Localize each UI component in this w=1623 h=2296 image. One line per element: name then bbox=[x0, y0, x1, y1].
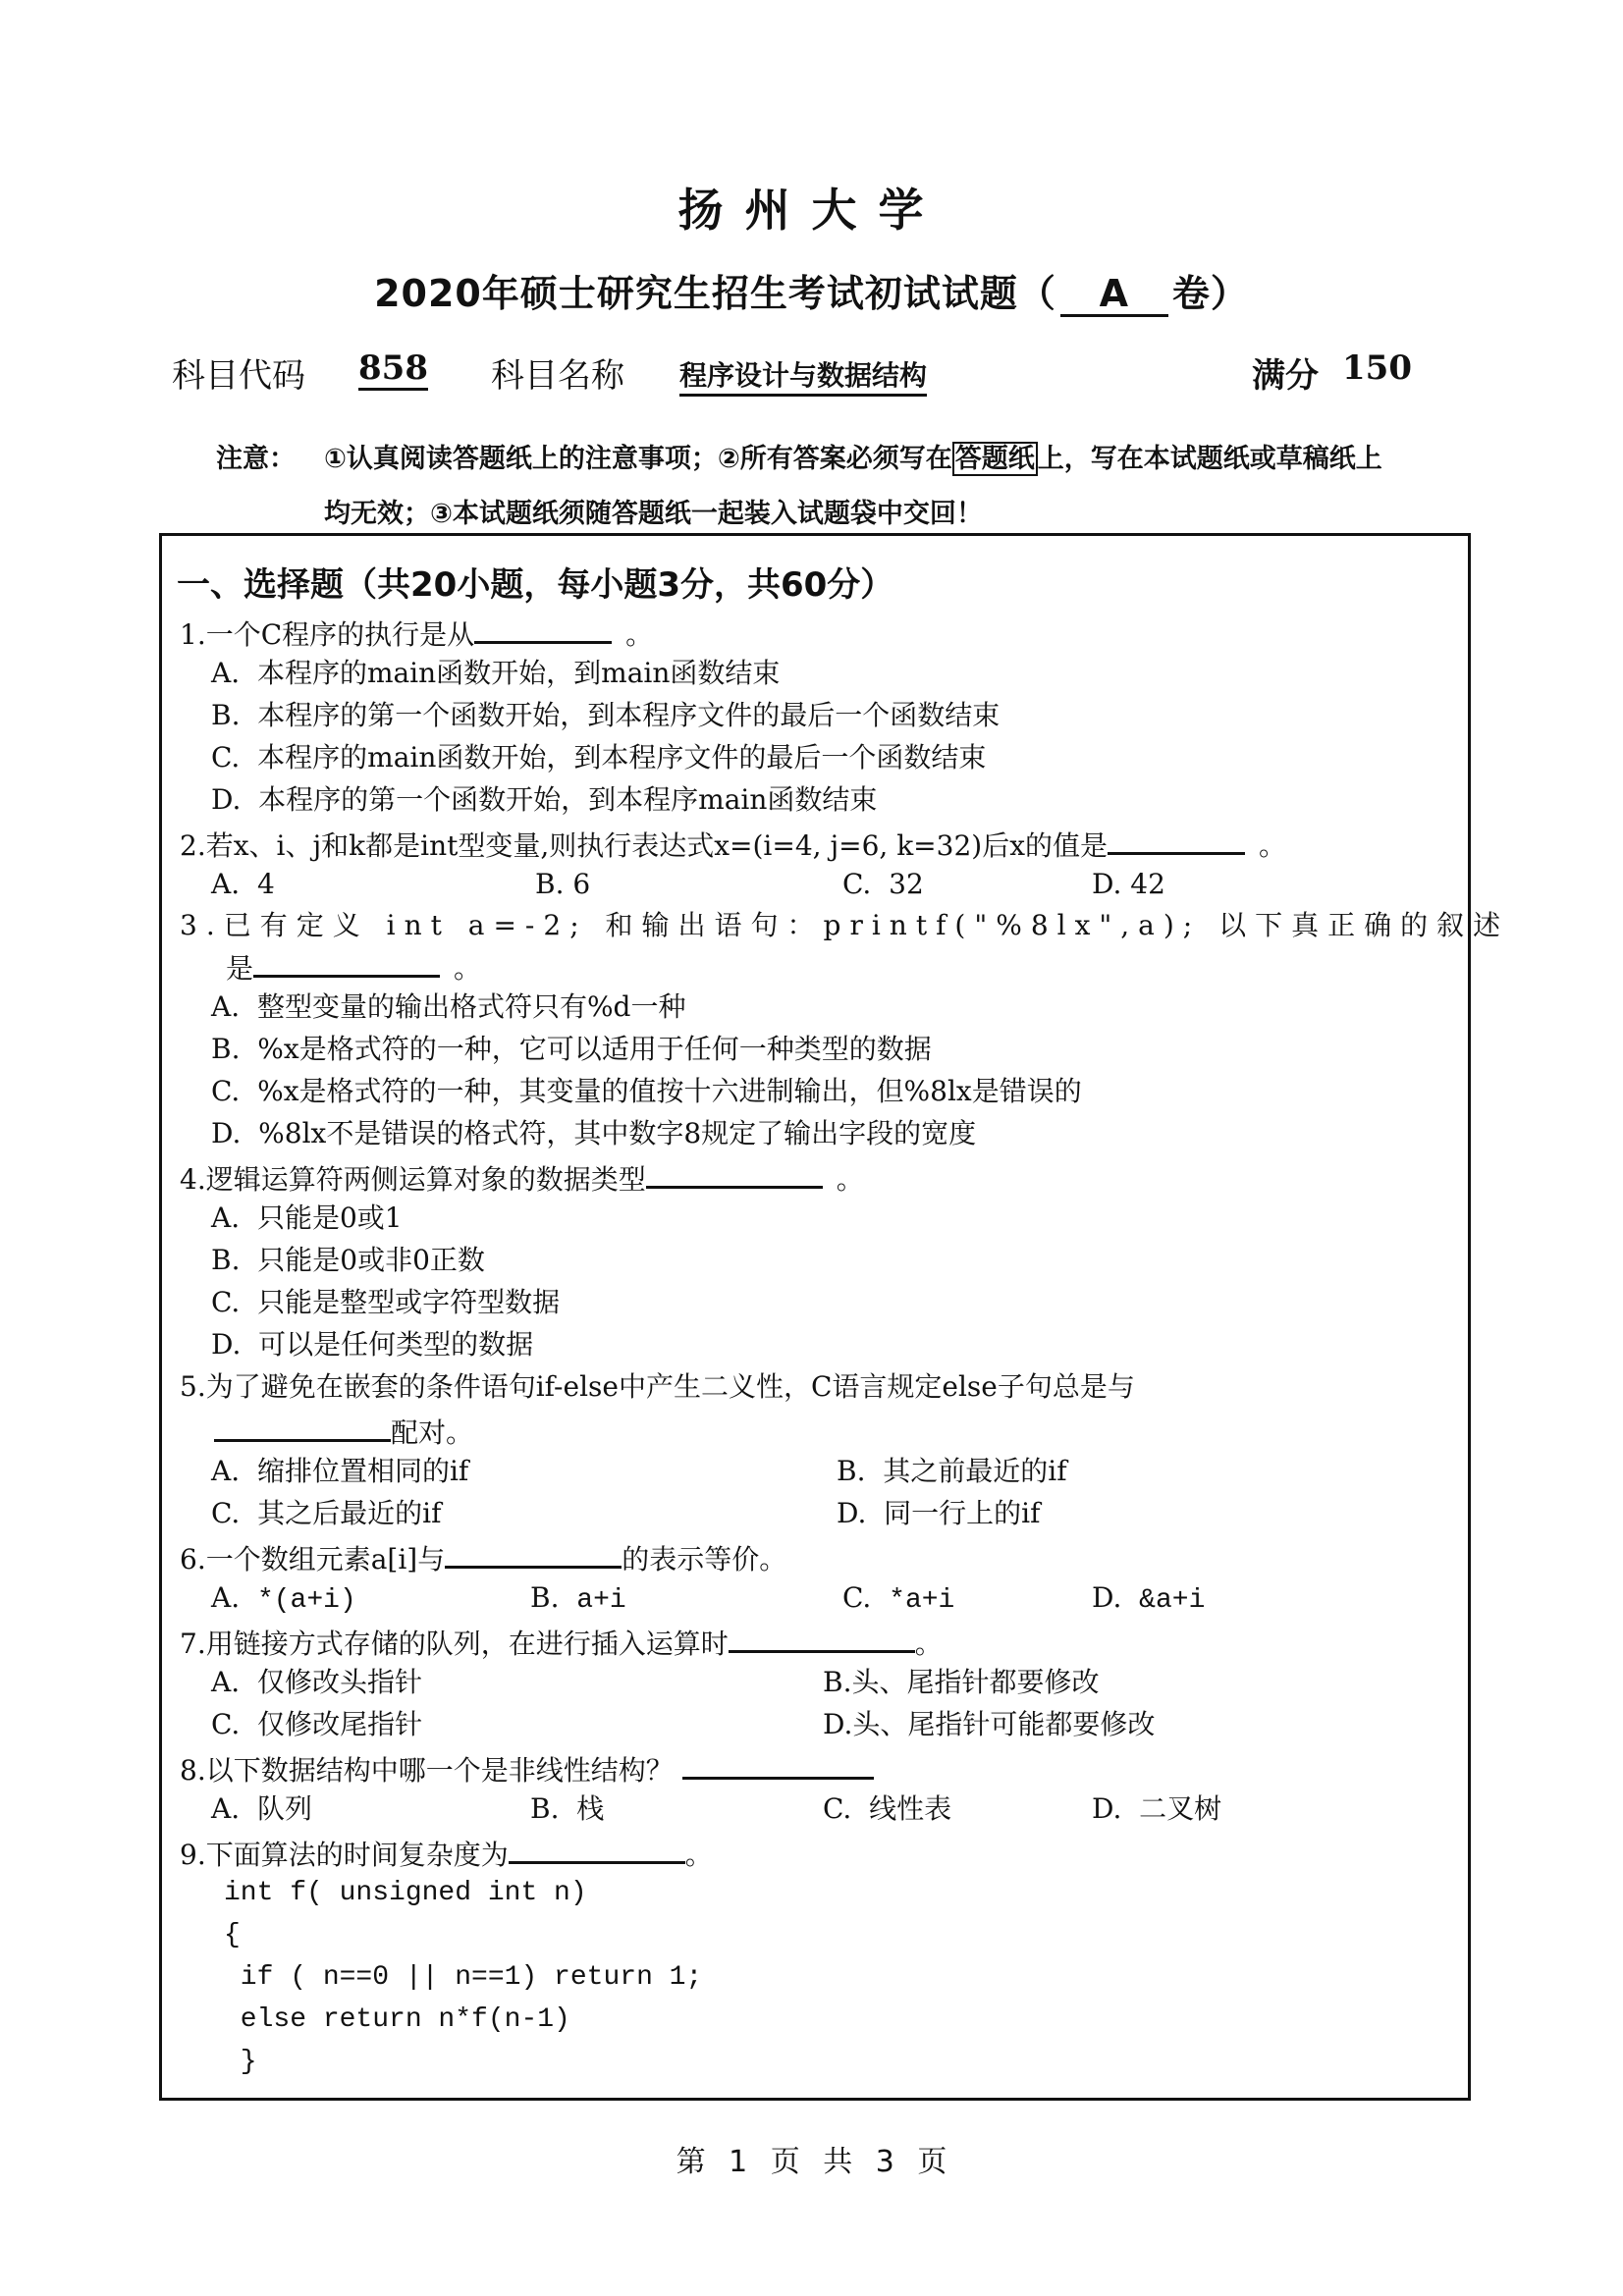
option-text: 其之后最近的if bbox=[257, 1497, 442, 1529]
question-end: 的表示等价。 bbox=[622, 1543, 787, 1575]
option-text: %8lx不是错误的格式符，其中数字8规定了输出字段的宽度 bbox=[258, 1117, 977, 1149]
option-label: C. bbox=[823, 1792, 852, 1825]
question-text: 一个数组元素a[i]与 bbox=[205, 1543, 446, 1575]
question-number: 3. bbox=[180, 909, 224, 941]
exam-title-suffix: 卷） bbox=[1171, 272, 1249, 315]
question-8-stem bbox=[180, 1747, 874, 1790]
exam-title-prefix: 2020年硕士研究生招生考试初试试题（ bbox=[374, 272, 1056, 315]
question-3-option-a bbox=[211, 988, 685, 1027]
question-text: 若x、i、j和k都是int型变量,则执行表达式x=(i=4, j=6, k=32)后x的值是 bbox=[205, 829, 1108, 862]
option-text: 只能是0或非0正数 bbox=[257, 1244, 485, 1276]
notice-label: 注意： bbox=[216, 444, 296, 474]
question-6-option-c bbox=[842, 1578, 954, 1621]
question-number: 1. bbox=[180, 618, 206, 651]
option-label: C. bbox=[211, 1075, 241, 1107]
option-text: %x是格式符的一种，其变量的值按十六进制输出，但%8lx是错误的 bbox=[257, 1075, 1082, 1107]
section-title: 一、选择题（共20小题，每小题3分，共60分） bbox=[177, 565, 894, 605]
option-text: 线性表 bbox=[869, 1792, 952, 1825]
option-label: D. bbox=[837, 1497, 867, 1529]
question-4-option-c bbox=[211, 1283, 560, 1322]
question-3-stem bbox=[180, 906, 1509, 945]
question-5-option-b bbox=[837, 1452, 1067, 1491]
question-number: 9. bbox=[180, 1839, 206, 1871]
question-8-option-d bbox=[1092, 1789, 1221, 1829]
question-5-option-a bbox=[211, 1452, 468, 1491]
page-number: 第 1 页 共 3 页 bbox=[676, 2145, 947, 2179]
code-line-1: int f( unsigned int n) bbox=[224, 1878, 587, 1908]
answer-blank bbox=[253, 945, 440, 978]
option-label: C. bbox=[842, 1581, 872, 1614]
question-end: 。 bbox=[625, 618, 654, 651]
question-number: 2. bbox=[180, 829, 206, 862]
option-label: B. bbox=[823, 1666, 852, 1698]
option-label: B. bbox=[211, 1244, 241, 1276]
option-label: A. bbox=[211, 1581, 241, 1614]
option-label: D. bbox=[823, 1708, 853, 1740]
question-text: 是 bbox=[226, 952, 254, 985]
option-label: B. bbox=[535, 868, 565, 900]
answer-blank bbox=[474, 612, 612, 644]
option-label: D. bbox=[1092, 1581, 1122, 1614]
notice-line-2: 均无效；③本试题纸须随答题纸一起装入试题袋中交回！ bbox=[324, 499, 983, 529]
question-2-option-c bbox=[842, 865, 924, 904]
option-text: 同一行上的if bbox=[884, 1497, 1041, 1529]
question-number: 6. bbox=[180, 1543, 206, 1575]
question-6-stem bbox=[180, 1536, 786, 1579]
question-text: 已有定义 int a=-2; 和输出语句：printf("%8lx",a); 以下真正确的叙述 bbox=[223, 909, 1510, 941]
question-9-stem bbox=[180, 1832, 713, 1875]
question-4-option-d bbox=[211, 1325, 533, 1364]
question-8-option-a bbox=[211, 1789, 312, 1829]
subject-info-row bbox=[172, 348, 1429, 398]
option-label: A. bbox=[211, 1201, 241, 1234]
question-2-stem bbox=[180, 823, 1286, 866]
question-8-option-c bbox=[823, 1789, 951, 1829]
option-label: B. bbox=[211, 1033, 241, 1065]
option-label: D. bbox=[211, 783, 242, 816]
subject-code: 858 bbox=[358, 348, 428, 391]
question-end: 。 bbox=[1259, 829, 1287, 862]
question-2-option-b bbox=[535, 865, 590, 904]
question-end: 。 bbox=[684, 1839, 713, 1871]
option-label: A. bbox=[211, 657, 241, 689]
question-7-option-b bbox=[823, 1663, 1100, 1702]
question-4-option-b bbox=[211, 1241, 485, 1280]
option-text: 本程序的main函数开始，到main函数结束 bbox=[256, 657, 781, 689]
answer-blank bbox=[214, 1410, 391, 1442]
option-text: 二叉树 bbox=[1139, 1792, 1222, 1825]
code-line-3: if ( n==0 || n==1) return 1; bbox=[224, 1962, 703, 1993]
subject-name: 程序设计与数据结构 bbox=[679, 354, 927, 397]
question-2-option-a bbox=[211, 865, 275, 904]
option-label: A. bbox=[211, 868, 241, 900]
option-text: 42 bbox=[1130, 868, 1165, 900]
option-label: A. bbox=[211, 1792, 241, 1825]
question-7-option-a bbox=[211, 1663, 422, 1702]
option-label: B. bbox=[530, 1792, 560, 1825]
option-label: A. bbox=[211, 1666, 241, 1698]
answer-blank bbox=[729, 1621, 915, 1653]
notice-boxed-text: 答题纸 bbox=[952, 442, 1038, 476]
question-1-option-a bbox=[211, 654, 780, 693]
full-score: 150 bbox=[1342, 348, 1412, 388]
exam-title bbox=[0, 263, 1623, 317]
option-text: 6 bbox=[572, 868, 591, 900]
question-end: 。 bbox=[836, 1163, 864, 1196]
option-label: B. bbox=[837, 1455, 866, 1487]
question-text: 为了避免在嵌套的条件语句if-else中产生二义性，C语言规定else子句总是与 bbox=[205, 1370, 1135, 1403]
question-5-option-d bbox=[837, 1494, 1041, 1533]
full-score-label: 满分 bbox=[1252, 356, 1319, 396]
notice-line-1-prefix: ①认真阅读答题纸上的注意事项；②所有答案必须写在 bbox=[324, 444, 952, 474]
question-number: 5. bbox=[180, 1370, 206, 1403]
question-number: 7. bbox=[180, 1628, 206, 1660]
notice-line-1 bbox=[324, 432, 1382, 487]
notice-line-1-suffix: 上，写在本试题纸或草稿纸上 bbox=[1037, 444, 1382, 474]
question-7-option-c bbox=[211, 1705, 422, 1744]
question-4-stem bbox=[180, 1156, 864, 1200]
option-label: A. bbox=[211, 1455, 241, 1487]
option-text: 仅修改头指针 bbox=[256, 1666, 422, 1698]
question-text: 用链接方式存储的队列，在进行插入运算时 bbox=[205, 1628, 729, 1660]
subject-name-label: 科目名称 bbox=[491, 356, 624, 396]
question-5-option-c bbox=[211, 1494, 441, 1533]
question-number: 8. bbox=[180, 1754, 206, 1787]
question-end: 。 bbox=[914, 1628, 943, 1660]
option-text: 头、尾指针都要修改 bbox=[851, 1666, 1100, 1698]
question-1-option-c bbox=[211, 738, 986, 777]
question-number: 4. bbox=[180, 1163, 206, 1196]
option-text: 本程序的第一个函数开始，到本程序文件的最后一个函数结束 bbox=[257, 699, 1001, 731]
option-text: 4 bbox=[256, 868, 275, 900]
question-1-option-b bbox=[211, 696, 1000, 735]
question-text: 一个C程序的执行是从 bbox=[205, 618, 475, 651]
university-title: 扬州大学 bbox=[677, 184, 946, 237]
question-1-stem bbox=[180, 612, 653, 655]
question-5-stem bbox=[180, 1367, 1135, 1407]
option-label: D. bbox=[211, 1328, 242, 1361]
option-text: 仅修改尾指针 bbox=[257, 1708, 423, 1740]
question-7-option-d bbox=[823, 1705, 1155, 1744]
question-6-option-b bbox=[530, 1578, 626, 1621]
option-text: 只能是整型或字符型数据 bbox=[257, 1286, 561, 1318]
option-label: C. bbox=[211, 1286, 241, 1318]
code-line-5: } bbox=[224, 2047, 257, 2077]
option-text: 头、尾指针可能都要修改 bbox=[852, 1708, 1156, 1740]
code-line-2: { bbox=[224, 1920, 241, 1950]
option-label: D. bbox=[1092, 1792, 1122, 1825]
question-text: 下面算法的时间复杂度为 bbox=[205, 1839, 509, 1871]
question-end: 配对。 bbox=[391, 1416, 474, 1449]
question-3-option-d bbox=[211, 1114, 976, 1153]
code-line-4: else return n*f(n-1) bbox=[224, 2004, 570, 2035]
option-label: C. bbox=[211, 741, 241, 774]
question-4-option-a bbox=[211, 1199, 403, 1238]
option-text: 本程序的main函数开始，到本程序文件的最后一个函数结束 bbox=[257, 741, 987, 774]
answer-blank bbox=[646, 1156, 823, 1189]
question-text: 逻辑运算符两侧运算对象的数据类型 bbox=[205, 1163, 646, 1196]
question-5-stem-line-2 bbox=[214, 1410, 473, 1453]
question-7-stem bbox=[180, 1621, 943, 1664]
question-6-option-d bbox=[1092, 1578, 1205, 1621]
question-3-option-b bbox=[211, 1030, 932, 1069]
option-label: B. bbox=[530, 1581, 560, 1614]
question-1-option-d bbox=[211, 780, 877, 820]
option-text: %x是格式符的一种，它可以适用于任何一种类型的数据 bbox=[257, 1033, 932, 1065]
option-text: 本程序的第一个函数开始，到本程序main函数结束 bbox=[258, 783, 878, 816]
option-text: 缩排位置相同的if bbox=[256, 1455, 469, 1487]
question-2-option-d bbox=[1092, 865, 1165, 904]
option-label: D. bbox=[1092, 868, 1122, 900]
option-label: C. bbox=[211, 1708, 241, 1740]
option-text: 栈 bbox=[576, 1792, 605, 1825]
paper-version: A bbox=[1060, 275, 1168, 317]
question-text: 以下数据结构中哪一个是非线性结构？ bbox=[205, 1754, 674, 1787]
question-end: 。 bbox=[454, 952, 482, 985]
option-label: B. bbox=[211, 699, 241, 731]
option-label: C. bbox=[211, 1497, 241, 1529]
option-text: *(a+i) bbox=[256, 1585, 356, 1616]
question-3-stem-line-2 bbox=[226, 945, 481, 988]
option-label: A. bbox=[211, 990, 241, 1023]
question-3-option-c bbox=[211, 1072, 1082, 1111]
answer-blank bbox=[445, 1536, 622, 1569]
option-label: D. bbox=[211, 1117, 242, 1149]
option-text: 可以是任何类型的数据 bbox=[258, 1328, 534, 1361]
answer-blank bbox=[509, 1832, 685, 1864]
option-label: C. bbox=[842, 868, 872, 900]
subject-code-label: 科目代码 bbox=[172, 356, 305, 396]
option-text: *a+i bbox=[889, 1585, 955, 1616]
option-text: a+i bbox=[576, 1585, 626, 1616]
answer-blank bbox=[682, 1747, 874, 1780]
option-text: 队列 bbox=[256, 1792, 312, 1825]
option-text: 其之前最近的if bbox=[883, 1455, 1067, 1487]
option-text: 整型变量的输出格式符只有%d一种 bbox=[256, 990, 686, 1023]
question-8-option-b bbox=[530, 1789, 604, 1829]
question-6-option-a bbox=[211, 1578, 356, 1621]
option-text: &a+i bbox=[1139, 1585, 1206, 1616]
option-text: 只能是0或1 bbox=[256, 1201, 403, 1234]
answer-blank bbox=[1108, 823, 1245, 855]
option-text: 32 bbox=[889, 868, 924, 900]
